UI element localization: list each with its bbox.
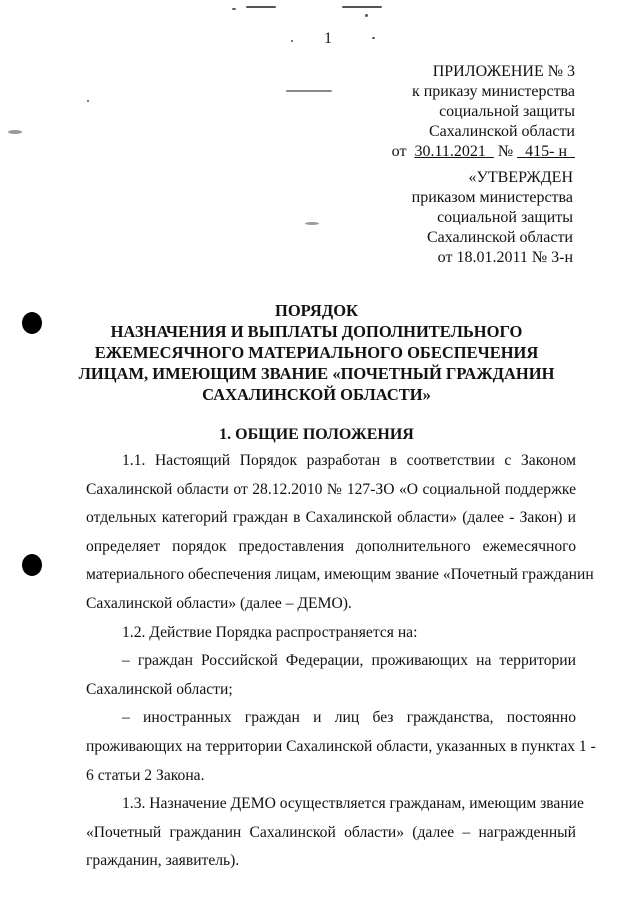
title-line: САХАЛИНСКОЙ ОБЛАСТИ» <box>202 385 431 404</box>
appendix-title: ПРИЛОЖЕНИЕ № 3 <box>432 63 575 80</box>
appendix-line: социальной защиты <box>439 103 575 120</box>
paragraph-1-2 <box>86 619 576 648</box>
approval-title: «УТВЕРЖДЕН <box>468 169 573 186</box>
text-line: гражданин, заявитель). <box>86 852 240 870</box>
text-line: Сахалинской области; <box>86 680 233 698</box>
list-item-foreigners <box>86 704 596 790</box>
text-line: отдельных категорий граждан в Сахалинской области» (далее - Закон) и <box>86 509 576 527</box>
title-line: ПОРЯДОК <box>275 301 358 320</box>
text-line: «Почетный гражданин Сахалинской области» (далее – награжденный <box>86 823 576 841</box>
approval-line: Сахалинской области <box>426 229 573 246</box>
approval-block <box>412 168 573 268</box>
punch-hole-bottom <box>22 554 42 576</box>
text-line: 1.3. Назначение ДЕМО осуществляется гражданам, имеющим звание <box>122 795 584 813</box>
paragraph-1-3 <box>86 790 584 876</box>
text-line: 1.1. Настоящий Порядок разработан в соответствии с Законом <box>122 452 576 469</box>
appendix-line: к приказу министерства <box>411 83 575 100</box>
section-heading: 1. ОБЩИЕ ПОЛОЖЕНИЯ <box>219 426 414 443</box>
text-line: – граждан Российской Федерации, проживающих на территории <box>122 652 576 670</box>
approval-line: приказом министерства <box>411 189 573 206</box>
list-item-citizens <box>86 647 576 704</box>
document-body <box>86 447 596 876</box>
document-title <box>0 300 633 405</box>
text-line: определяет порядок предоставления дополнительного ежемесячного <box>86 537 576 555</box>
number-prefix: № <box>497 143 514 160</box>
date-prefix: от <box>391 143 407 160</box>
text-line: – иностранных граждан и лиц без гражданства, постоянно <box>122 709 576 727</box>
text-line: Сахалинской области» (далее – ДЕМО). <box>86 594 352 612</box>
title-line: ЕЖЕМЕСЯЧНОГО МАТЕРИАЛЬНОГО ОБЕСПЕЧЕНИЯ <box>94 343 539 362</box>
appendix-order-line <box>392 142 575 162</box>
approval-line: социальной защиты <box>437 209 573 226</box>
appendix-block <box>392 62 575 162</box>
order-number: 415- н <box>525 143 567 160</box>
text-line: проживающих на территории Сахалинской области, указанных в пунктах 1 - <box>86 737 596 755</box>
approval-line: от 18.01.2011 № 3-н <box>437 249 573 266</box>
appendix-line: Сахалинской области <box>428 123 575 140</box>
paragraph-1-1 <box>86 447 594 619</box>
order-date: 30.11.2021 <box>414 143 486 160</box>
page-number: 1 <box>324 30 332 47</box>
text-line: 6 статьи 2 Закона. <box>86 766 205 784</box>
text-line: Сахалинской области от 28.12.2010 № 127-ЗО «О социальной поддержке <box>86 480 576 498</box>
title-line: НАЗНАЧЕНИЯ И ВЫПЛАТЫ ДОПОЛНИТЕЛЬНОГО <box>110 322 523 341</box>
title-line: ЛИЦАМ, ИМЕЮЩИМ ЗВАНИЕ «ПОЧЕТНЫЙ ГРАЖДАНИН <box>78 364 555 383</box>
text-line: материального обеспечения лицам, имеющим звание «Почетный гражданин <box>86 566 594 584</box>
text-line: 1.2. Действие Порядка распространяется на: <box>122 623 418 641</box>
